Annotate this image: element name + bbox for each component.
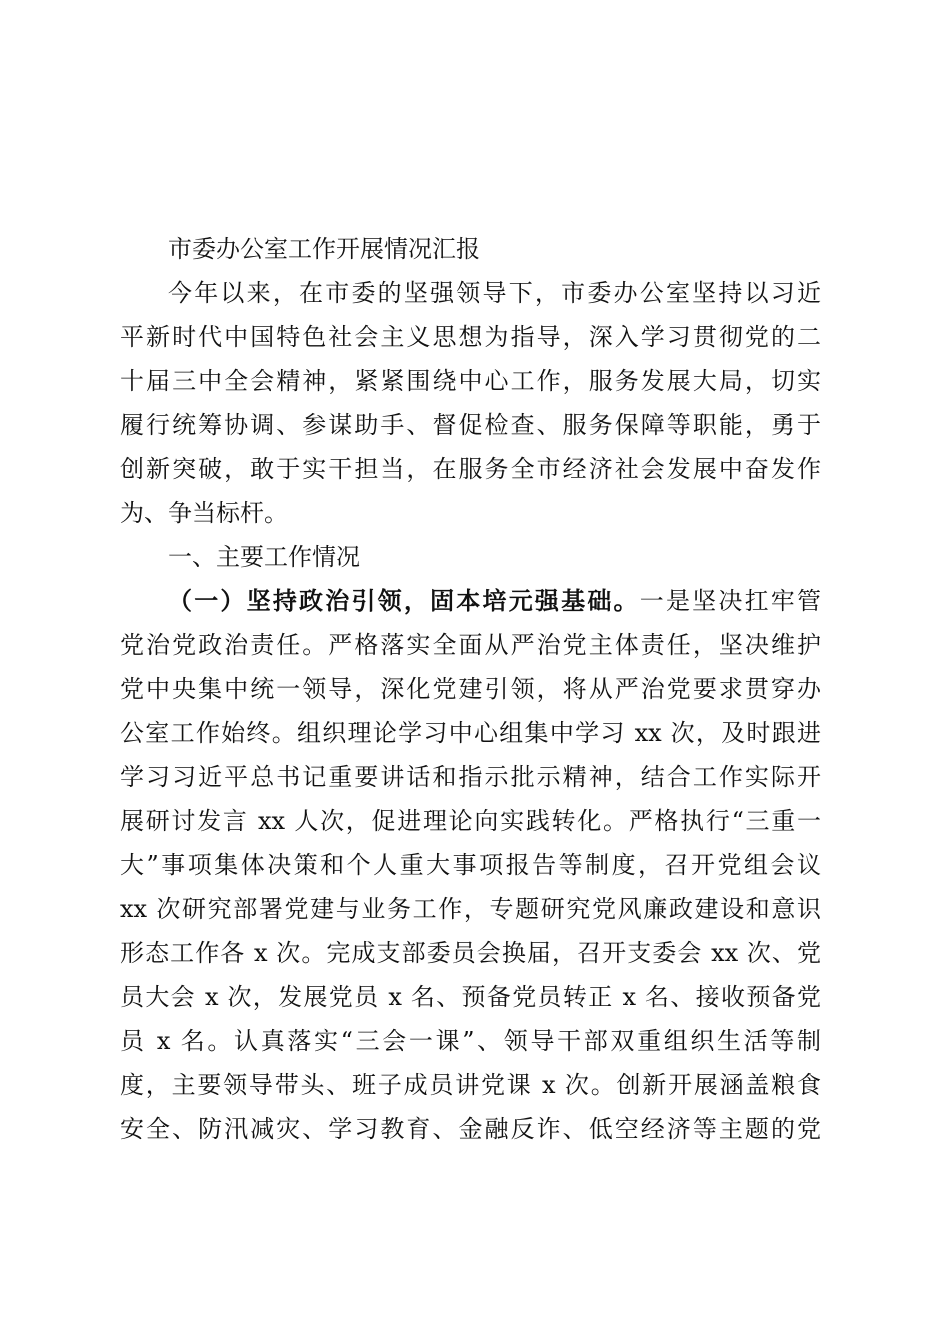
body-line: 党中央集中统一领导，深化党建引领，将从严治党要求贯穿办 bbox=[120, 675, 821, 703]
body-line: 形态工作各 x 次。完成支部委员会换届，召开支委会 xx 次、党 bbox=[120, 939, 821, 967]
body-line: 展研讨发言 xx 人次，促进理论向实践转化。严格执行“三重一 bbox=[120, 807, 821, 835]
intro-line: 十届三中全会精神，紧紧围绕中心工作，服务发展大局，切实 bbox=[120, 367, 821, 395]
body-line: 员 x 名。认真落实“三会一课”、领导干部双重组织生活等制 bbox=[120, 1027, 821, 1055]
body-line: 安全、防汛减灾、学习教育、金融反诈、低空经济等主题的党 bbox=[120, 1115, 821, 1143]
intro-line: 履行统筹协调、参谋助手、督促检查、服务保障等职能，勇于 bbox=[120, 411, 821, 439]
intro-line: 今年以来，在市委的坚强领导下，市委办公室坚持以习近 bbox=[168, 279, 821, 307]
intro-line: 创新突破，敢于实干担当，在服务全市经济社会发展中奋发作 bbox=[120, 455, 821, 483]
subsection-heading: （一）坚持政治引领，固本培元强基础。 bbox=[168, 586, 640, 615]
subsection-first-line-text: 一是坚决扛牢管 bbox=[639, 587, 821, 615]
body-line: 大”事项集体决策和个人重大事项报告等制度，召开党组会议 bbox=[120, 851, 821, 879]
body-line: 公室工作始终。组织理论学习中心组集中学习 xx 次，及时跟进 bbox=[120, 719, 821, 747]
document-page bbox=[120, 227, 821, 1151]
body-line: 员大会 x 次，发展党员 x 名、预备党员转正 x 名、接收预备党 bbox=[120, 983, 821, 1011]
body-line: 党治党政治责任。严格落实全面从严治党主体责任，坚决维护 bbox=[120, 631, 821, 659]
section-heading: 一、主要工作情况 bbox=[168, 543, 360, 571]
subsection-first-line bbox=[120, 579, 821, 623]
body-line: 度，主要领导带头、班子成员讲党课 x 次。创新开展涵盖粮食 bbox=[120, 1071, 821, 1099]
body-line: 学习习近平总书记重要讲话和指示批示精神，结合工作实际开 bbox=[120, 763, 821, 791]
document-title: 市委办公室工作开展情况汇报 bbox=[168, 235, 480, 263]
intro-line: 平新时代中国特色社会主义思想为指导，深入学习贯彻党的二 bbox=[120, 323, 821, 351]
body-line: xx 次研究部署党建与业务工作，专题研究党风廉政建设和意识 bbox=[120, 895, 821, 923]
intro-line: 为、争当标杆。 bbox=[120, 499, 288, 527]
